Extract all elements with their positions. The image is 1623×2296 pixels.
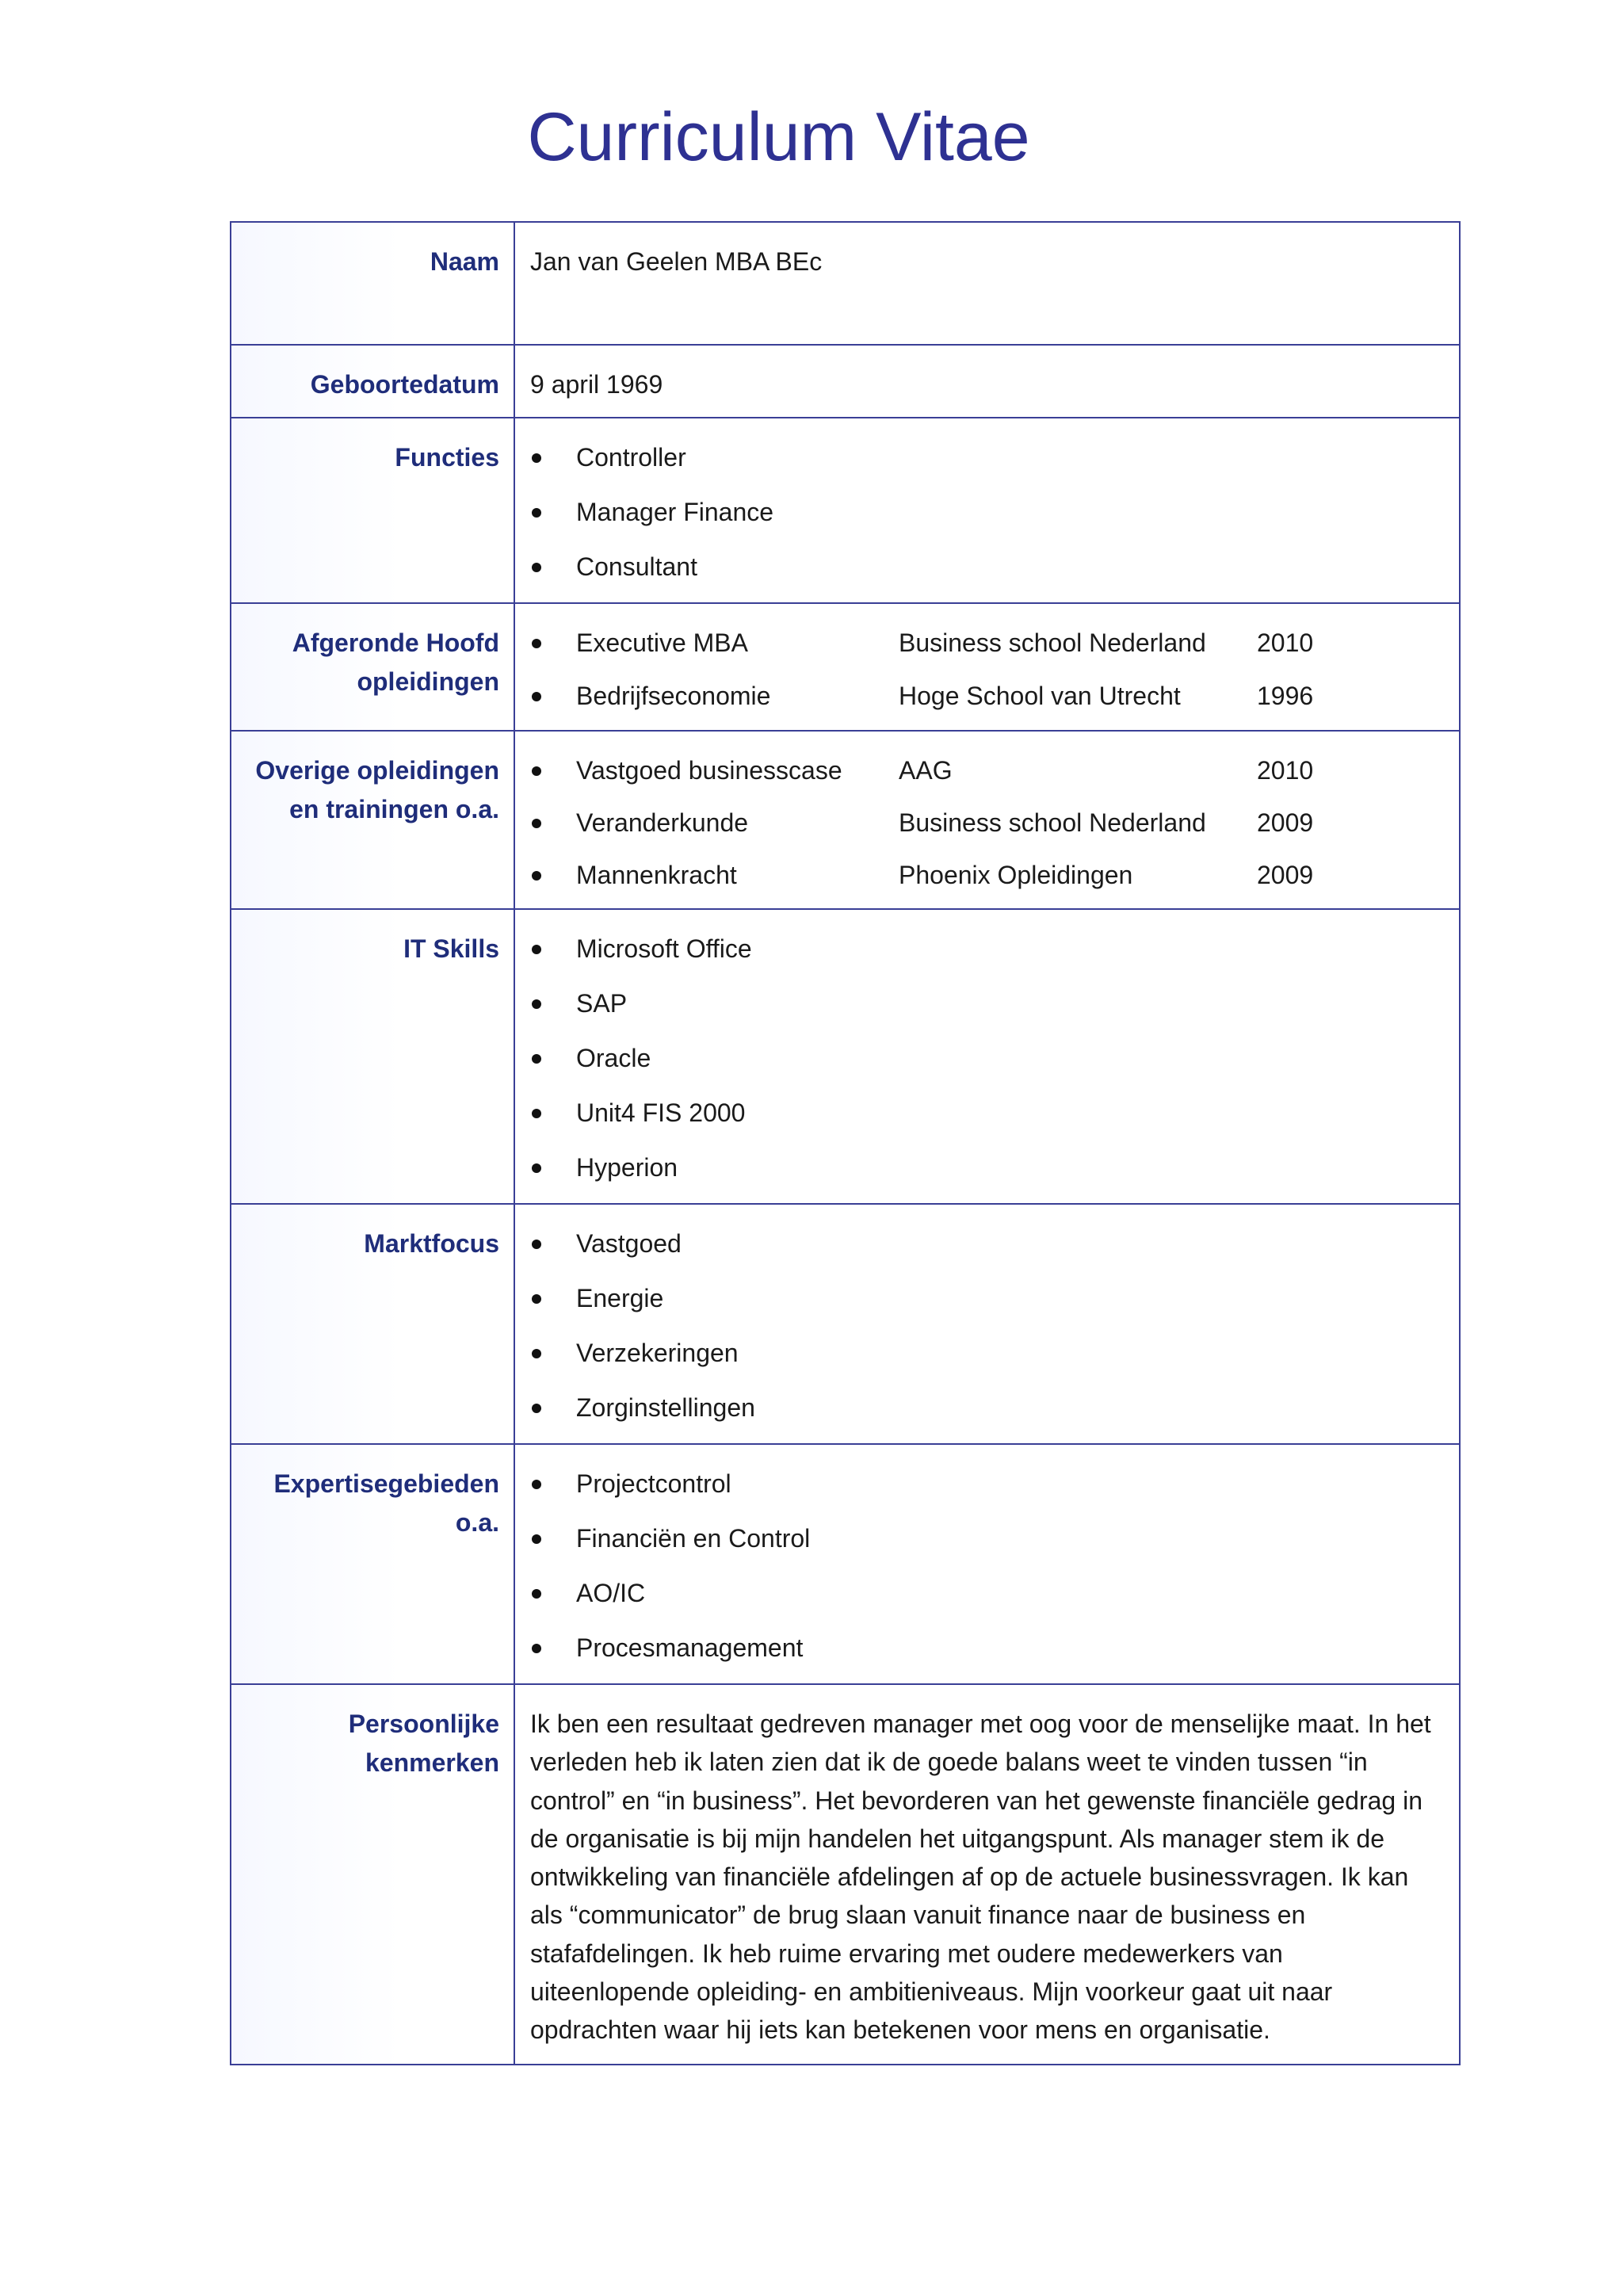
row-persoonlijk — [231, 1684, 1460, 2065]
list-item — [530, 751, 1445, 804]
label-marktfocus: Marktfocus — [231, 1204, 514, 1444]
value-geboortedatum: 9 april 1969 — [530, 370, 663, 399]
education-name: Executive MBA — [576, 628, 748, 657]
label-it-skills: IT Skills — [231, 909, 514, 1204]
overige-list — [530, 751, 1445, 908]
personal-description: Ik ben een resultaat gedreven manager met oog voor de menselijke maat. In het verleden heb ik laten zien dat ik de goede balans weet te vinden tussen “in control” en “in business”. Het bevorderen van het gewenste financiële gedrag in de organisatie is bij mijn handelen het uitgangspunt. Als manager stem ik de ontwikkeling van financiële afdelingen af op de actuele businessvragen. Ik kan als “communicator” de brug slaan vanuit finance naar de business en stafafdelingen. Ik heb ruime ervaring met oudere medewerkers van uiteenlopende opleiding- en ambitieniveaus. Mijn voorkeur gaat uit naar opdrachten waar hij iets kan betekenen voor mens en organisatie. — [530, 1710, 1431, 2045]
list-item — [530, 624, 1445, 677]
page-title: Curriculum Vitae — [527, 99, 1030, 175]
list-item: Microsoft Office — [530, 930, 1445, 984]
training-name: Vastgoed businesscase — [576, 756, 842, 785]
education-institution: Business school Nederland — [899, 628, 1206, 657]
label-overige: Overige opleidingen en trainingen o.a. — [231, 731, 514, 909]
label-functies: Functies — [231, 418, 514, 603]
list-item: Procesmanagement — [530, 1629, 1445, 1683]
list-item: Energie — [530, 1279, 1445, 1334]
it-skills-list — [530, 930, 1445, 1203]
row-hoofdopleidingen — [231, 603, 1460, 731]
training-year: 2009 — [1257, 808, 1314, 837]
row-functies — [231, 418, 1460, 603]
list-item — [530, 856, 1445, 908]
list-item: Hyperion — [530, 1148, 1445, 1203]
training-year: 2009 — [1257, 861, 1314, 889]
row-it-skills — [231, 909, 1460, 1204]
label-expertise: Expertisegebieden o.a. — [231, 1444, 514, 1684]
functies-list — [530, 438, 1445, 602]
row-geboortedatum — [231, 345, 1460, 418]
list-item: Oracle — [530, 1039, 1445, 1094]
training-institution: Business school Nederland — [899, 808, 1206, 837]
label-hoofdopleidingen: Afgeronde Hoofd opleidingen — [231, 603, 514, 731]
training-institution: Phoenix Opleidingen — [899, 861, 1133, 889]
training-institution: AAG — [899, 756, 953, 785]
row-overige — [231, 731, 1460, 909]
training-name: Veranderkunde — [576, 808, 749, 837]
row-expertise — [231, 1444, 1460, 1684]
list-item: Financiën en Control — [530, 1519, 1445, 1574]
list-item: Vastgoed — [530, 1224, 1445, 1279]
list-item — [530, 804, 1445, 856]
list-item: Zorginstellingen — [530, 1389, 1445, 1443]
value-naam: Jan van Geelen MBA BEc — [530, 247, 823, 276]
marktfocus-list — [530, 1224, 1445, 1443]
list-item: Controller — [530, 438, 1445, 493]
education-institution: Hoge School van Utrecht — [899, 682, 1181, 710]
education-year: 1996 — [1257, 682, 1314, 710]
education-year: 2010 — [1257, 628, 1314, 657]
list-item: AO/IC — [530, 1574, 1445, 1629]
list-item: Projectcontrol — [530, 1465, 1445, 1519]
list-item: Consultant — [530, 548, 1445, 602]
list-item: Verzekeringen — [530, 1334, 1445, 1389]
label-persoonlijk: Persoonlijke kenmerken — [231, 1684, 514, 2065]
list-item — [530, 677, 1445, 730]
row-marktfocus — [231, 1204, 1460, 1444]
label-naam: Naam — [231, 222, 514, 345]
list-item: Unit4 FIS 2000 — [530, 1094, 1445, 1148]
training-name: Mannenkracht — [576, 861, 737, 889]
education-name: Bedrijfseconomie — [576, 682, 771, 710]
cv-table — [230, 221, 1461, 2065]
list-item: Manager Finance — [530, 493, 1445, 548]
expertise-list — [530, 1465, 1445, 1683]
hoofdopleidingen-list — [530, 624, 1445, 730]
training-year: 2010 — [1257, 756, 1314, 785]
list-item: SAP — [530, 984, 1445, 1039]
label-geboortedatum: Geboortedatum — [231, 345, 514, 418]
row-naam — [231, 222, 1460, 345]
